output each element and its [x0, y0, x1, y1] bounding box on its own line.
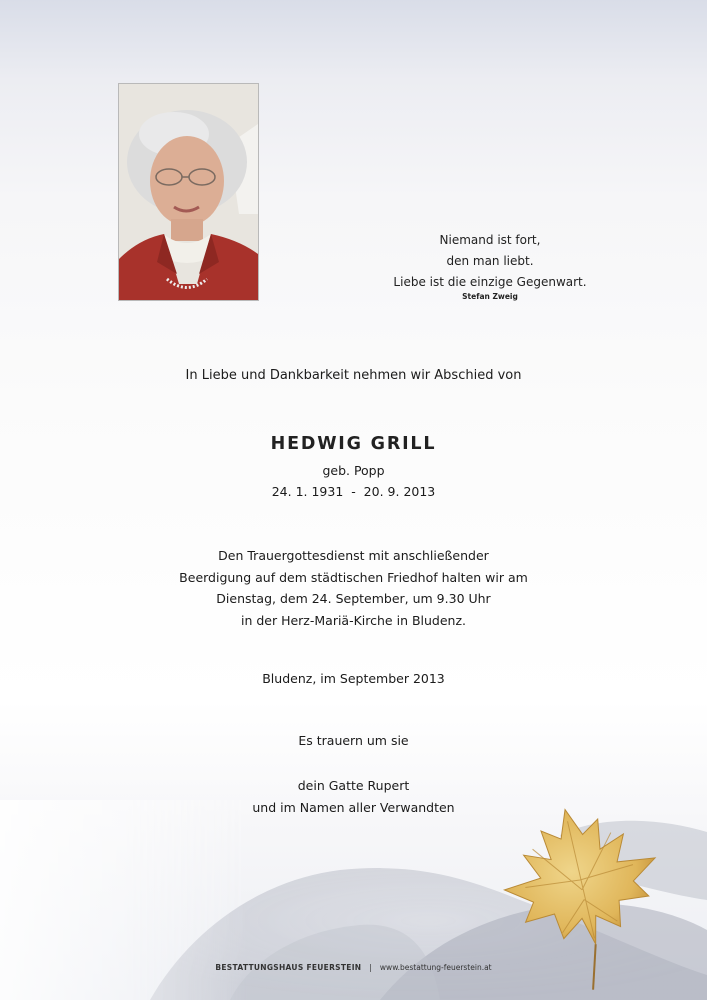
- quote-line: den man liebt.: [446, 254, 534, 268]
- service-line: Beerdigung auf dem städtischen Friedhof halten wir am: [179, 569, 528, 585]
- quote-block: [340, 230, 640, 302]
- service-line: Den Trauergottesdienst mit anschließender: [218, 548, 489, 563]
- maiden-name: geb. Popp: [322, 463, 385, 478]
- funeral-home-name: BESTATTUNGSHAUS FEUERSTEIN: [215, 963, 362, 972]
- quote-author: Stefan Zweig: [462, 292, 518, 301]
- deceased-name: HEDWIG GRILL: [270, 434, 437, 454]
- mourner-line: dein Gatte Rupert: [297, 778, 410, 793]
- service-line: in der Herz-Mariä-Kirche in Bludenz.: [240, 612, 467, 628]
- footer-separator: |: [369, 963, 372, 972]
- quote-line: Niemand ist fort,: [439, 233, 541, 247]
- footer: [0, 963, 707, 972]
- quote-line: Liebe ist die einzige Gegenwart.: [393, 275, 587, 289]
- mourner-line: und im Namen aller Verwandten: [252, 799, 455, 815]
- website-link[interactable]: www.bestattung-feuerstein.at: [379, 963, 492, 972]
- mourners-list: [0, 775, 707, 818]
- service-line: Dienstag, dem 24. September, um 9.30 Uhr: [216, 591, 491, 606]
- mourners-heading: Es trauern um sie: [298, 733, 409, 748]
- service-details: [0, 545, 707, 631]
- life-dates: 24. 1. 1931 - 20. 9. 2013: [271, 484, 436, 499]
- intro-text: In Liebe und Dankbarkeit nehmen wir Abschied von: [185, 368, 522, 383]
- portrait-photo: [118, 83, 259, 301]
- place-date: Bludenz, im September 2013: [262, 671, 445, 686]
